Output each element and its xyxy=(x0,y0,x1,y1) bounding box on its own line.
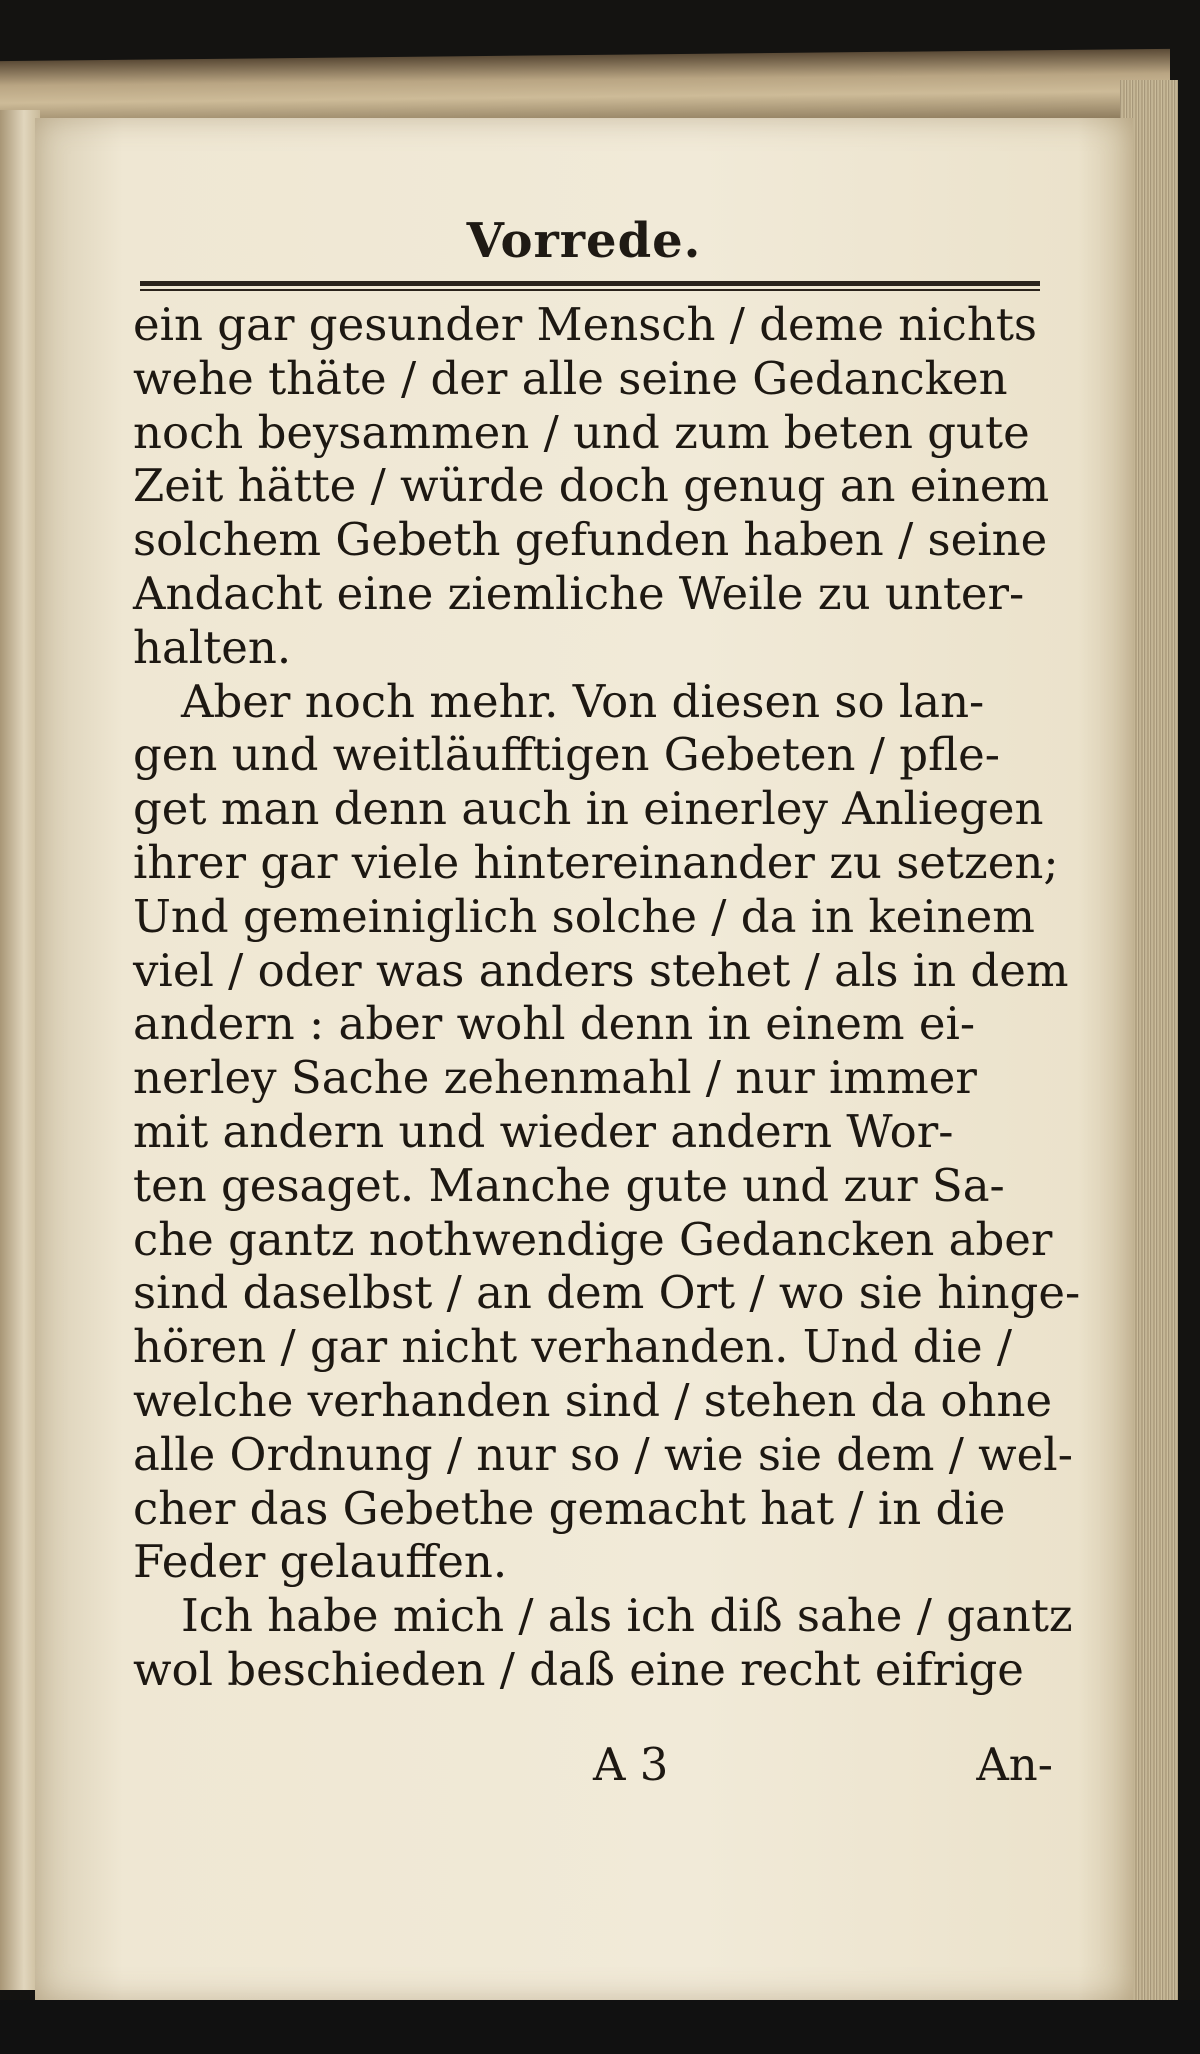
text-line: ten gesaget. Manche gute und zur Sa- xyxy=(133,1158,1005,1212)
text-line: wol beschieden / daß eine recht eifrige xyxy=(133,1642,1024,1696)
text-line: alle Ordnung / nur so / wie sie dem / wel- xyxy=(133,1427,1073,1481)
text-line: halten. xyxy=(133,620,292,674)
text-line: ihrer gar viele hintereinander zu setzen; xyxy=(133,835,1059,889)
catchword: An- xyxy=(976,1738,1053,1791)
book-page xyxy=(35,118,1133,2000)
text-line: gen und weitläufftigen Gebeten / pfle- xyxy=(133,728,1000,782)
text-line: Zeit hätte / würde doch genug an einem xyxy=(133,459,1050,513)
text-line: hören / gar nicht verhanden. Und die / xyxy=(133,1320,1013,1374)
text-line: nerley Sache zehenmahl / nur immer xyxy=(133,1051,977,1105)
text-line: get man denn auch in einerley Anliegen xyxy=(133,782,1044,836)
text-line: cher das Gebethe gemacht hat / in die xyxy=(133,1481,1006,1535)
text-line: Andacht eine ziemliche Weile zu unter- xyxy=(133,566,1025,620)
head-rule xyxy=(140,281,1040,286)
page-footer xyxy=(133,1738,1053,1798)
text-line: viel / oder was anders stehet / als in dem xyxy=(133,943,1069,997)
text-line: andern : aber wohl denn in einem ei- xyxy=(133,997,976,1051)
text-line: ein gar gesunder Mensch / deme nichts xyxy=(133,298,1038,351)
text-line: solchem Gebeth gefunden haben / seine xyxy=(133,513,1048,567)
signature-mark: A 3 xyxy=(593,1738,669,1791)
text-line: Ich habe mich / als ich diß sahe / gantz xyxy=(181,1589,1073,1643)
text-line: welche verhanden sind / stehen da ohne xyxy=(133,1373,1053,1427)
text-line: Feder gelauffen. xyxy=(133,1535,508,1589)
head-rule-thin xyxy=(140,289,1040,291)
text-line: wehe thäte / der alle seine Gedancken xyxy=(133,351,1008,405)
text-line: Und gemeiniglich solche / da in keinem xyxy=(133,889,1035,943)
body-text xyxy=(133,298,1081,1697)
text-line: che gantz nothwendige Gedancken aber xyxy=(133,1212,1053,1266)
text-line: noch beysammen / und zum beten gute xyxy=(133,405,1030,459)
running-head: Vorrede. xyxy=(466,213,702,269)
text-line: mit andern und wieder andern Wor- xyxy=(133,1104,954,1158)
text-line: sind daselbst / an dem Ort / wo sie hinge- xyxy=(133,1266,1081,1320)
text-line: Aber noch mehr. Von diesen so lan- xyxy=(181,674,985,728)
facing-page-edge xyxy=(0,110,40,1990)
scan-background-bottom xyxy=(0,2000,1200,2054)
